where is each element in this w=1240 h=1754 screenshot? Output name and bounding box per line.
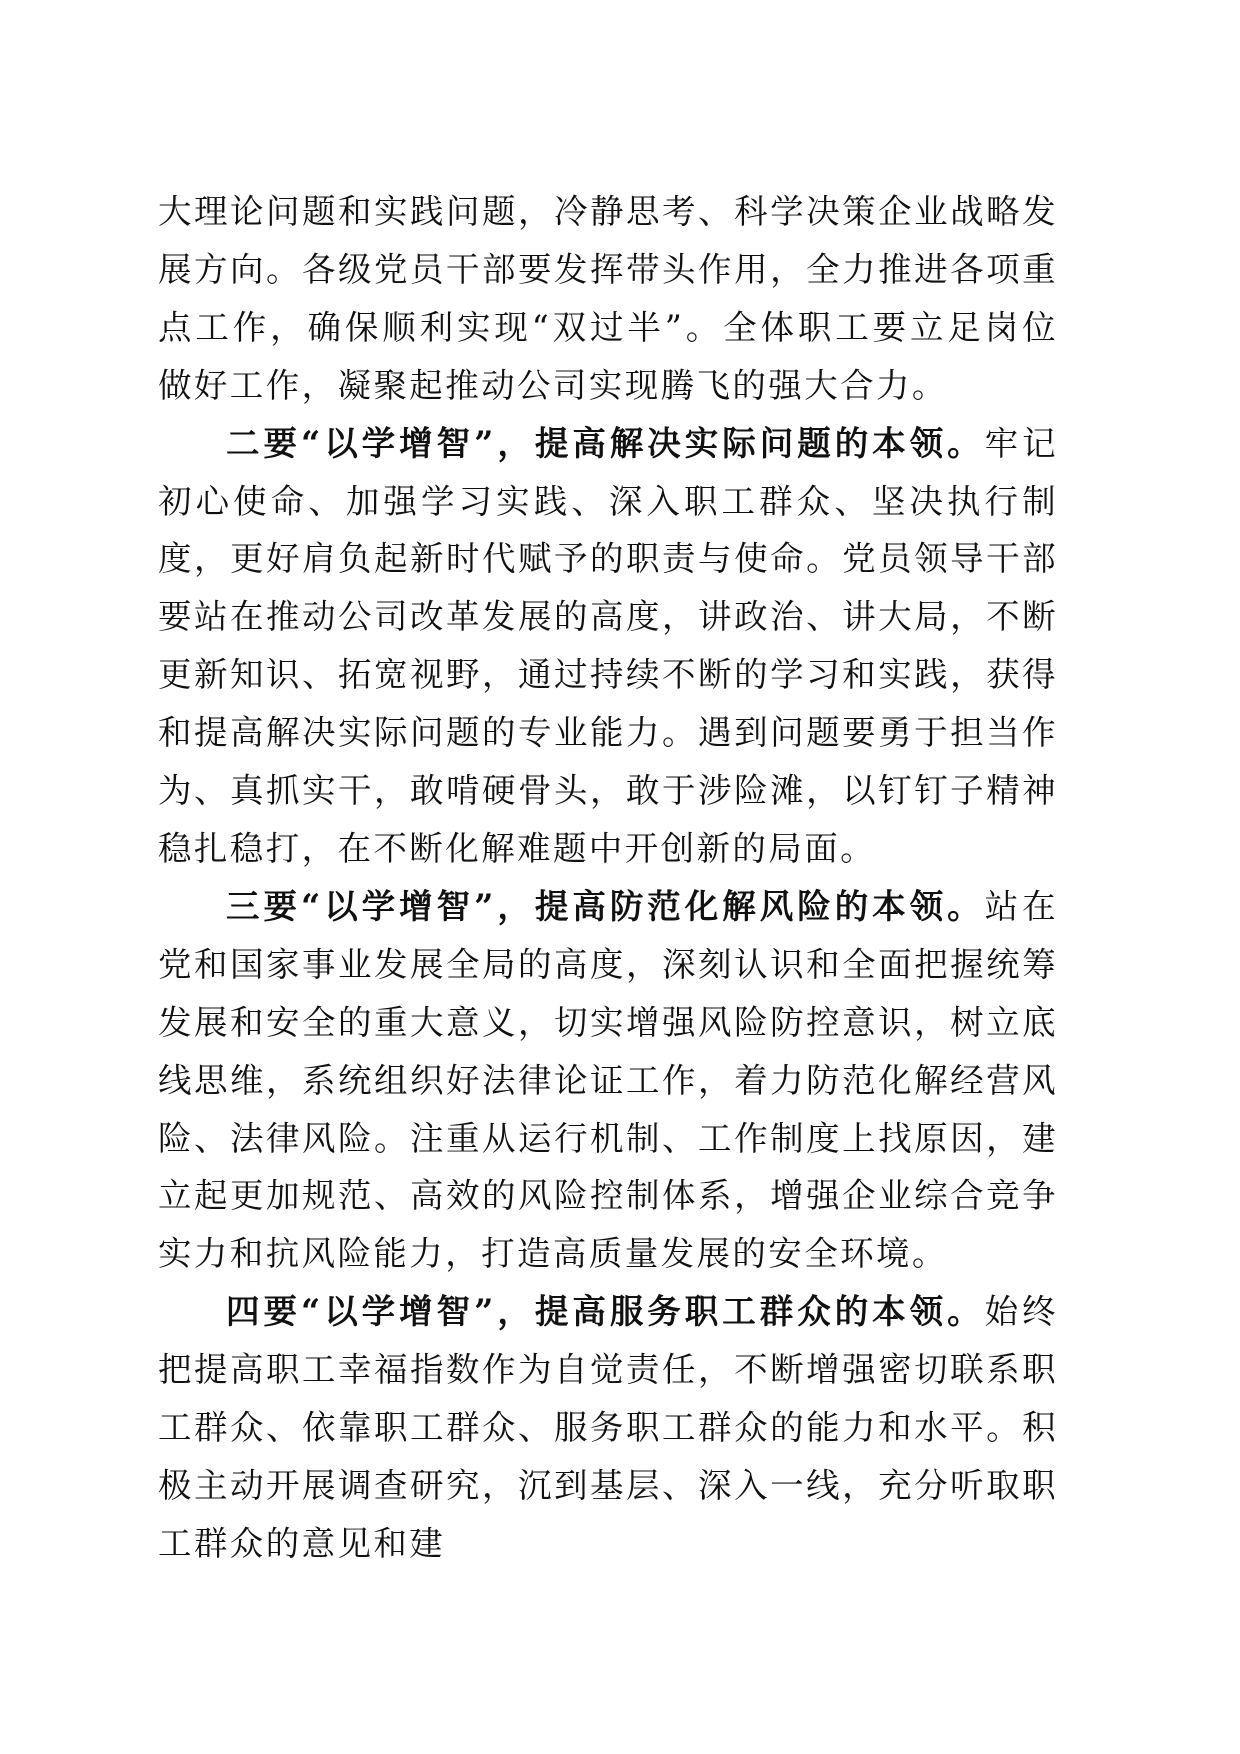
paragraph-heading: 三要“以学增智”，提高防范化解风险的本领。 (226, 886, 985, 926)
paragraph-text: 大理论问题和实践问题，冷静思考、科学决策企业战略发展方向。各级党员干部要发挥带头作用，全力推进各项重点工作，确保顺利实现“双过半”。全体职工要立足岗位做好工作，凝聚起推动公司实现腾飞的强大合力。 (158, 192, 1058, 405)
paragraph-text: 始终把提高职工幸福指数作为自觉责任，不断增强密切联系职工群众、依靠职工群众、服务职工群众的能力和水平。积极主动开展调查研究，沉到基层、深入一线，充分听取职工群众的意见和建 (158, 1292, 1058, 1563)
paragraph-point-three (158, 878, 1058, 1283)
paragraph-heading: 四要“以学增智”，提高服务职工群众的本领。 (226, 1292, 985, 1332)
paragraph-point-two (158, 415, 1058, 878)
paragraph-point-four (158, 1283, 1058, 1573)
document-body (158, 183, 1058, 1573)
paragraph-heading: 二要“以学增智”，提高解决实际问题的本领。 (226, 423, 985, 463)
paragraph-text: 站在党和国家事业发展全局的高度，深刻认识和全面把握统筹发展和安全的重大意义，切实增强风险防控意识，树立底线思维，系统组织好法律论证工作，着力防范化解经营风险、法律风险。注重从运行机制、工作制度上找原因，建立起更加规范、高效的风险控制体系，增强企业综合竞争实力和抗风险能力，打造高质量发展的安全环境。 (158, 886, 1058, 1274)
paragraph-text: 牢记初心使命、加强学习实践、深入职工群众、坚决执行制度，更好肩负起新时代赋予的职责与使命。党员领导干部要站在推动公司改革发展的高度，讲政治、讲大局，不断更新知识、拓宽视野，通过持续不断的学习和实践，获得和提高解决实际问题的专业能力。遇到问题要勇于担当作为、真抓实干，敢啃硬骨头，敢于涉险滩，以钉钉子精神稳扎稳打，在不断化解难题中开创新的局面。 (158, 423, 1058, 868)
paragraph-continuation (158, 183, 1058, 415)
